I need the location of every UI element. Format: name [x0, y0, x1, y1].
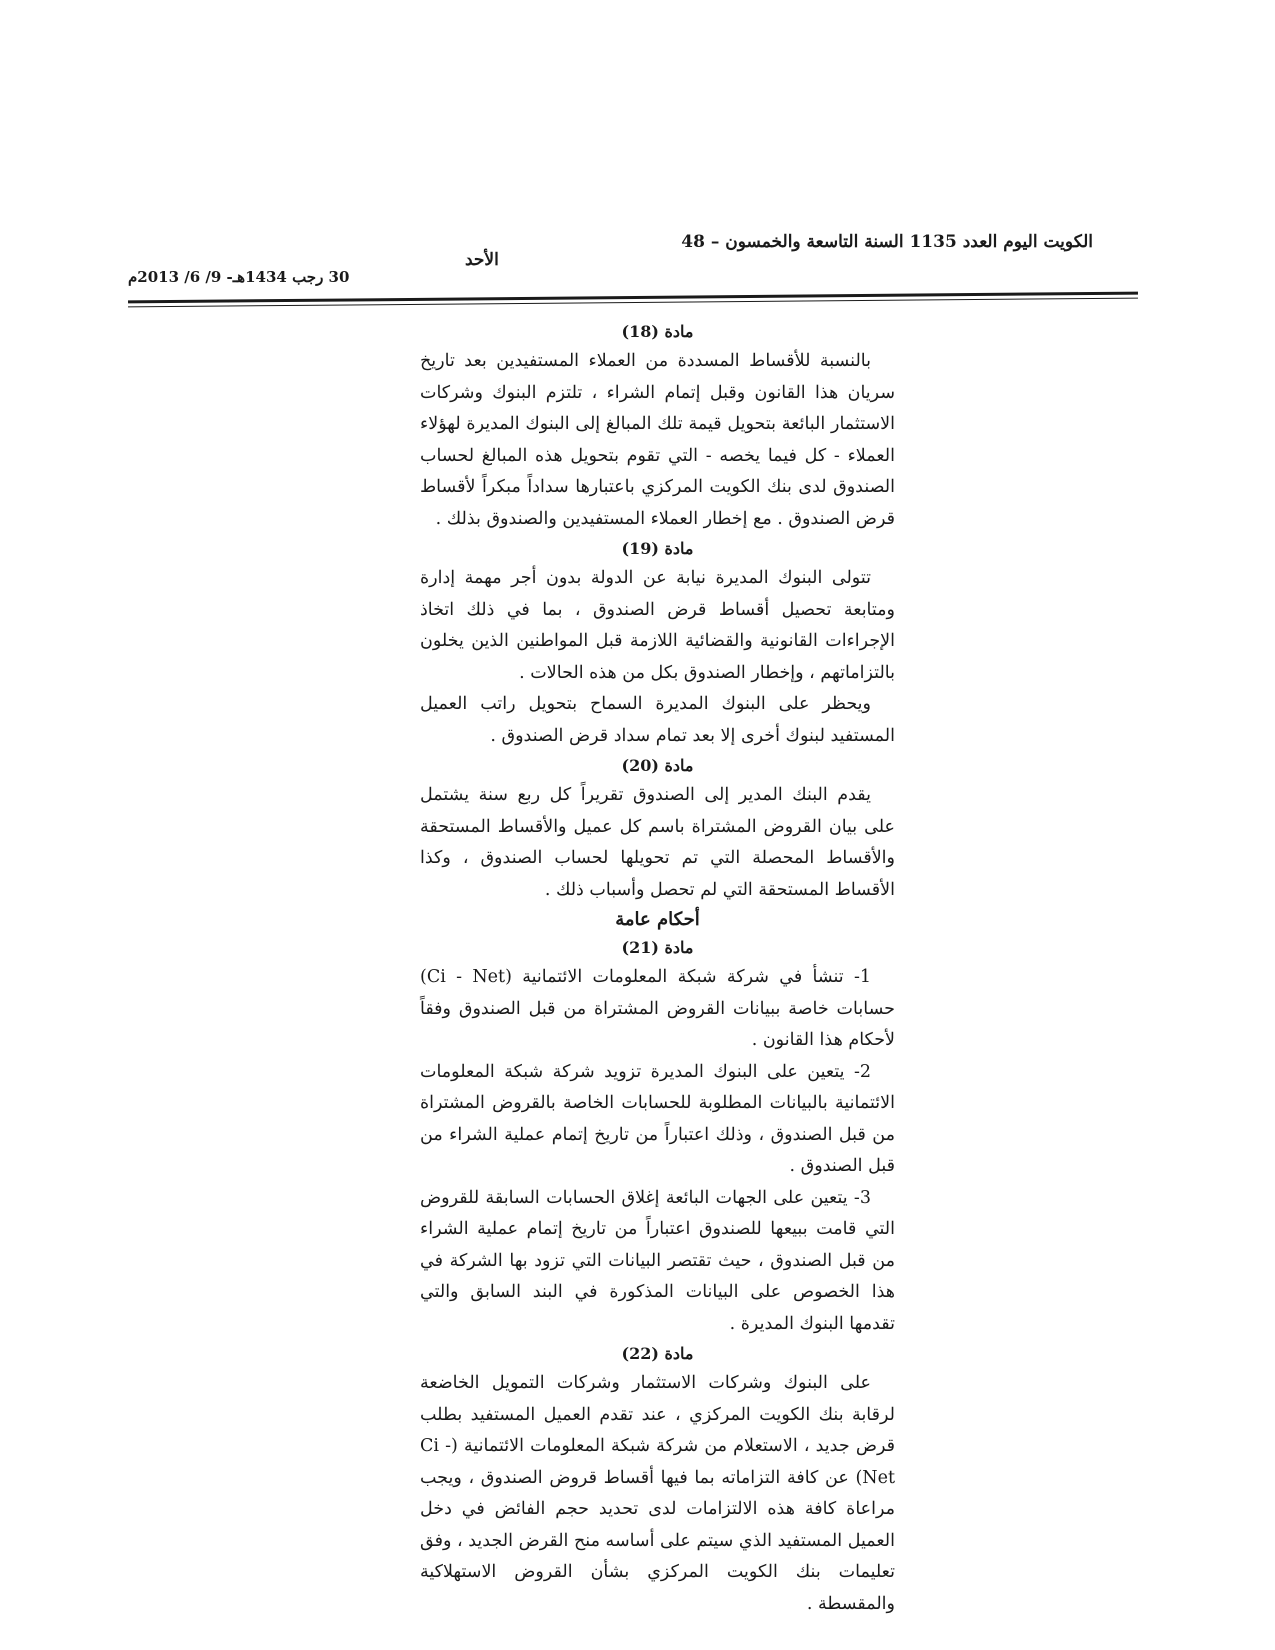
article-heading: مادة (20) — [621, 756, 694, 775]
section-heading: أحكام عامة — [615, 909, 700, 930]
article-heading: مادة (22) — [621, 1344, 694, 1363]
article-paragraph: يقدم البنك المدير إلى الصندوق تقريراً كل ربع سنة يشتمل على بيان القروض المشتراة باسم كل عميل والأقساط المستحقة والأقساط المحصلة التي تم تحويلها لحساب الصندوق ، وكذا الأقساط المستحقة التي لم تحصل وأسباب ذلك . — [420, 785, 895, 900]
header-day: الأحد — [465, 250, 499, 270]
article-18 — [420, 318, 895, 535]
article-heading: مادة (19) — [621, 539, 694, 558]
article-21 — [420, 906, 895, 1340]
article-paragraph: على البنوك وشركات الاستثمار وشركات التمويل الخاضعة لرقابة بنك الكويت المركزي ، عند تقدم العميل المستفيد بطلب قرض جديد ، الاستعلام من شركة شبكة المعلومات الائتمانية (Ci - Net) عن كافة التزاماته بما فيها أقساط قروض الصندوق ، ويجب مراعاة كافة هذه الالتزامات لدى تحديد حجم الفائض في دخل العميل المستفيد الذي سيتم على أساسه منح القرض الجديد ، وفق تعليمات بنك الكويت المركزي بشأن القروض الاستهلاكية والمقسطة . — [420, 1373, 895, 1614]
article-20 — [420, 752, 895, 906]
article-heading: مادة (21) — [621, 938, 694, 957]
article-paragraph: 3- يتعين على الجهات البائعة إغلاق الحسابات السابقة للقروض التي قامت ببيعها للصندوق اعتباراً من تاريخ إتمام عملية الشراء من قبل الصندوق ، حيث تقتصر البيانات التي تزود بها الشركة في هذا الخصوص على البيانات المذكورة في البند السابق والتي تقدمها البنوك المديرة . — [420, 1187, 895, 1334]
article-paragraph: ويحظر على البنوك المديرة السماح بتحويل راتب العميل المستفيد لبنوك أخرى إلا بعد تمام سداد قرض الصندوق . — [420, 694, 895, 746]
header-date: 30 رجب 1434هـ- 9/ 6/ 2013م — [128, 268, 350, 286]
document-body — [420, 318, 895, 1620]
article-paragraph: تتولى البنوك المديرة نيابة عن الدولة بدون أجر مهمة إدارة ومتابعة تحصيل أقساط قرض الصندوق ، بما في ذلك اتخاذ الإجراءات القانونية والقضائية اللازمة قبل المواطنين الذين يخلون بالتزاماتهم ، وإخطار الصندوق بكل من هذه الحالات . — [420, 568, 895, 683]
article-19 — [420, 535, 895, 752]
article-heading: مادة (18) — [621, 322, 694, 341]
article-paragraph: 2- يتعين على البنوك المديرة تزويد شركة شبكة المعلومات الائتمانية بالبيانات المطلوبة للحسابات الخاصة بالقروض المشتراة من قبل الصندوق ، وذلك اعتباراً من تاريخ إتمام عملية الشراء من قبل الصندوق . — [420, 1061, 895, 1176]
article-22 — [420, 1340, 895, 1620]
article-paragraph: بالنسبة للأقساط المسددة من العملاء المستفيدين بعد تاريخ سريان هذا القانون وقبل إتمام الشراء ، تلتزم البنوك وشركات الاستثمار البائعة بتحويل قيمة تلك المبالغ إلى البنوك المديرة لهؤلاء العملاء - كل فيما يخصه - التي تقوم بتحويل هذه المبالغ لحساب الصندوق لدى بنك الكويت المركزي باعتبارها سداداً مبكراً لأقساط قرض الصندوق . مع إخطار العملاء المستفيدين والصندوق بذلك . — [420, 351, 895, 529]
header-publication: الكويت اليوم العدد 1135 السنة التاسعة والخمسون – 48 — [681, 232, 1093, 252]
article-paragraph: 1- تنشأ في شركة شبكة المعلومات الائتمانية (Ci - Net) حسابات خاصة ببيانات القروض المشتراة من قبل الصندوق وفقاً لأحكام هذا القانون . — [420, 967, 895, 1050]
